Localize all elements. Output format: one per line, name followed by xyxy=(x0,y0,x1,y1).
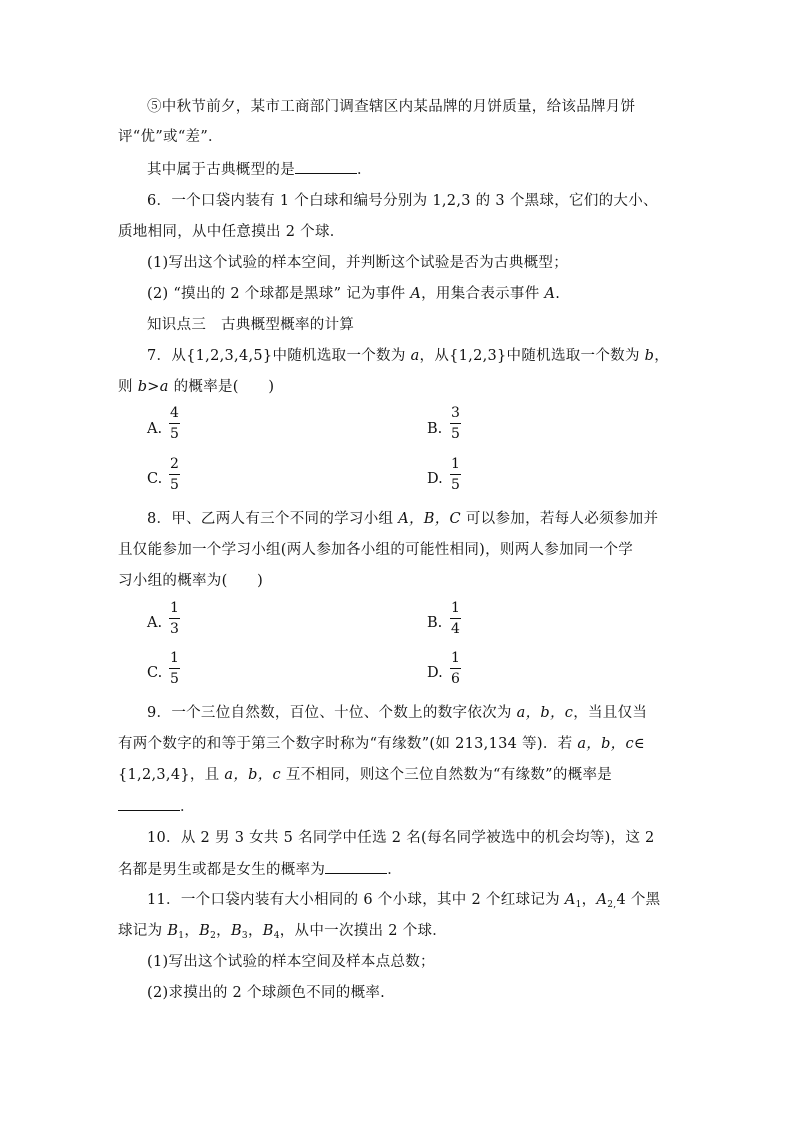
q7-text-a: 7．从{1,2,3,4,5}中随机选取一个数为 xyxy=(147,348,411,364)
q8-text-a: 8．甲、乙两人有三个不同的学习小组 xyxy=(147,511,399,527)
q6-var-a2: A xyxy=(544,286,556,302)
numerator: 1 xyxy=(451,600,460,616)
q9-text-c: 有两个数字的和等于第三个数字时称为“有缘数”(如 213,134 等)．若 xyxy=(118,736,578,752)
q11-sub: 4 xyxy=(273,931,280,941)
q11-var: A xyxy=(564,892,576,908)
denominator: 3 xyxy=(170,621,179,637)
answer-blank xyxy=(295,159,357,174)
q9-text-b: ，当且仅当 xyxy=(573,705,648,721)
q9-text-e: {1,2,3,4}，且 xyxy=(118,767,225,783)
q6-var-a: A xyxy=(410,286,422,302)
q7-text-c: ， xyxy=(654,348,670,364)
fraction xyxy=(450,456,461,493)
q10-line1: 10．从 2 男 3 女共 5 名同学中任选 2 名(每名同学被选中的机会均等)，这 2 xyxy=(147,830,655,846)
q10-line2 xyxy=(118,859,402,880)
q11-text-b: 4 个黑 xyxy=(616,892,661,908)
answer-blank xyxy=(118,796,180,811)
q5-item5-line1: ⑤中秋节前夕，某市工商部门调查辖区内某品牌的月饼质量，给该品牌月饼 xyxy=(147,99,636,115)
fraction xyxy=(450,600,461,637)
section-title: 知识点三 古典概型概率的计算 xyxy=(147,317,355,333)
numerator: 4 xyxy=(170,405,179,421)
denominator: 5 xyxy=(170,477,179,493)
q8-line3: 习小组的概率为( ) xyxy=(118,573,264,589)
q11-var: B xyxy=(262,923,274,939)
q11-part2: (2)求摸出的 2 个球颜色不同的概率. xyxy=(147,985,386,1001)
q8-line2: 且仅能参加一个学习小组(两人参加各小组的可能性相同)，则两人参加同一个学 xyxy=(118,542,634,558)
q11-line1 xyxy=(147,890,661,915)
denominator: 5 xyxy=(451,477,460,493)
option-label: C. xyxy=(147,665,163,681)
option-label: D. xyxy=(427,665,443,681)
q7-text-d: 则 xyxy=(118,379,138,395)
answer-blank xyxy=(325,859,387,874)
q9-line1 xyxy=(147,703,647,723)
numerator: 1 xyxy=(451,456,460,472)
fraction xyxy=(169,456,180,493)
numerator: 1 xyxy=(451,650,460,666)
option-label: A. xyxy=(147,615,163,631)
q5-conclusion xyxy=(147,159,372,180)
q6-line2: 质地相同，从中任意摸出 2 个球． xyxy=(118,224,345,240)
q6-part1: (1)写出这个试验的样本空间，并判断这个试验是否为古典概型； xyxy=(147,255,569,271)
q11-sub: 2 xyxy=(210,931,217,941)
numerator: 2 xyxy=(170,456,179,472)
q8-groups: A，B，C xyxy=(398,511,461,527)
q7-text-e: 的概率是( ) xyxy=(168,379,275,395)
q9-vars: a，b，c xyxy=(516,705,574,721)
fraction xyxy=(450,405,461,442)
q9-vars: a，b，c xyxy=(577,736,634,752)
q9-line3 xyxy=(118,765,612,785)
q6-line1: 6．一个口袋内装有 1 个白球和编号分别为 1,2,3 的 3 个黑球，它们的大小、 xyxy=(147,193,658,209)
q11-var: B xyxy=(230,923,242,939)
q11-var: B xyxy=(167,923,179,939)
numerator: 3 xyxy=(451,405,460,421)
option-label: C. xyxy=(147,471,163,487)
q11-sep: ， xyxy=(216,923,231,939)
q11-var: A xyxy=(596,892,608,908)
q11-part1: (1)写出这个试验的样本空间及样本点总数； xyxy=(147,954,435,970)
q9-text-d: ∈ xyxy=(633,736,645,752)
q6-part2-mid: ，用集合表示事件 xyxy=(421,286,545,302)
q10-text: 名都是男生或都是女生的概率为 xyxy=(118,862,326,878)
q11-line2 xyxy=(118,921,447,946)
q9-end: ． xyxy=(180,799,195,815)
denominator: 5 xyxy=(170,426,179,442)
q11-sub: 3 xyxy=(241,931,248,941)
q5-item5-line2: 评“优”或“差”． xyxy=(118,129,223,145)
q9-line2 xyxy=(118,734,645,754)
fraction xyxy=(169,650,180,687)
q11-sep: ， xyxy=(247,923,263,939)
q11-sub: 1 xyxy=(178,931,185,941)
q10-end: ． xyxy=(387,862,403,878)
q7-var-a: a xyxy=(410,348,420,364)
q6-part2-end: . xyxy=(555,286,561,302)
numerator: 1 xyxy=(170,600,179,616)
q6-part2-text: (2) “摸出的 2 个球都是黑球” 记为事件 xyxy=(147,286,411,302)
q7-var-b: b xyxy=(644,348,655,364)
fraction xyxy=(169,600,180,637)
q11-text-d: ，从中一次摸出 2 个球． xyxy=(279,923,448,939)
q8-text-b: 可以参加，若每人必须参加并 xyxy=(460,511,659,527)
q11-text-c: 球记为 xyxy=(118,923,168,939)
q11-var: B xyxy=(199,923,211,939)
denominator: 6 xyxy=(451,671,460,687)
fraction xyxy=(450,650,461,687)
denominator: 4 xyxy=(451,621,460,637)
q9-text-a: 9．一个三位自然数，百位、十位、个数上的数字依次为 xyxy=(147,705,517,721)
q11-sep: ， xyxy=(184,923,200,939)
option-label: D. xyxy=(427,471,443,487)
q9-vars: a，b，c xyxy=(224,767,281,783)
q5-conclusion-text: 其中属于古典概型的是 xyxy=(147,162,295,178)
q8-line1 xyxy=(147,509,658,529)
q11-text-a: 11．一个口袋内装有大小相同的 6 个小球，其中 2 个红球记为 xyxy=(147,892,565,908)
q11-sep: ， xyxy=(581,892,597,908)
denominator: 5 xyxy=(451,426,460,442)
q6-part2 xyxy=(147,284,560,304)
option-label: B. xyxy=(427,421,443,437)
q7-text-b: ，从{1,2,3}中随机选取一个数为 xyxy=(419,348,645,364)
numerator: 1 xyxy=(170,650,179,666)
q9-text-f: 互不相同，则这个三位自然数为“有缘数”的概率是 xyxy=(280,767,613,783)
q7-line1 xyxy=(147,346,669,366)
q7-condition: b>a xyxy=(137,379,169,395)
q11-sub: 1 xyxy=(575,900,582,910)
q5-conclusion-end: ． xyxy=(357,162,372,178)
q7-line2 xyxy=(118,377,274,397)
denominator: 5 xyxy=(170,671,179,687)
q9-line4 xyxy=(118,796,195,817)
fraction xyxy=(169,405,180,442)
option-label: B. xyxy=(427,615,443,631)
q11-sub: 2, xyxy=(607,900,617,910)
option-label: A. xyxy=(147,421,163,437)
